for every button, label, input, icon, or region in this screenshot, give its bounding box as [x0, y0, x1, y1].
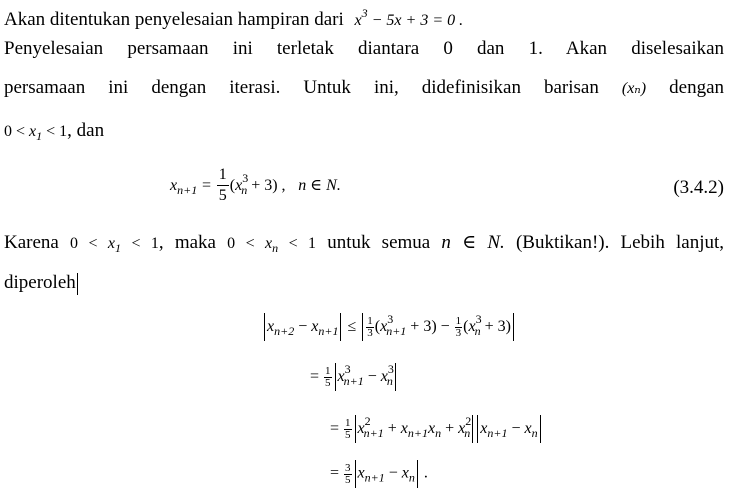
intro-line — [4, 2, 463, 32]
n-in-N: n ∈ N. — [441, 232, 505, 253]
word: dengan — [669, 77, 725, 98]
word: , dan — [67, 120, 105, 141]
word: (Buktikan!). Lebih lanjut, — [515, 232, 725, 253]
equation-number: (3.4.2) — [673, 177, 724, 198]
derivation-row-2: = $\frac{1}{5}$ $x^3_{n+1} - x^3_n$ — [310, 362, 398, 391]
word: diperoleh — [4, 272, 76, 293]
word: Untuk — [303, 77, 351, 98]
derivation-row-1: $x_{n+2} - x_{n+1}$ ≤ $\frac{1}{3}$ $(x^3_{n+1} + 3)$ − $\frac{1}{3}$ $(x^3_n + 3)$ — [262, 312, 516, 341]
word: ini, — [373, 77, 399, 98]
word: ini — [232, 38, 253, 59]
word: didefinisikan — [421, 77, 521, 98]
word: dan — [476, 38, 505, 59]
para2-line-1 — [4, 232, 724, 259]
derivation-row-4: = $\frac{3}{5}$ $x_{n+1} - x_n$ . — [330, 460, 428, 488]
para1-line-b — [4, 77, 724, 100]
word: barisan — [543, 77, 599, 98]
intro-text: Akan ditentukan penyelesaian hampiran dari — [4, 9, 344, 30]
word: terletak — [276, 38, 334, 59]
word: persamaan — [4, 77, 86, 98]
word: Akan — [565, 38, 608, 59]
word: ini — [108, 77, 129, 98]
para1-line-c — [4, 120, 104, 147]
word: persamaan — [127, 38, 209, 59]
word: untuk semua — [327, 232, 431, 253]
word: diantara — [358, 38, 420, 59]
condition-x1: $0 < x_1 < 1$, maka — [70, 232, 216, 255]
word: 0 — [443, 38, 453, 59]
word: 1. — [528, 38, 543, 59]
word: diselesaikan — [631, 38, 725, 59]
word: dengan — [151, 77, 207, 98]
fraction-one-fifth: $\frac{1}{5}$ — [218, 166, 227, 204]
domain: n ∈ N. — [298, 176, 341, 194]
equation-3-4-2: $x_{n+1}$ = $\frac{1}{5}$ $(x^3_n + 3)$ , n ∈ N. — [170, 166, 341, 204]
intro-equation: $x^3 - 5x + 3 = 0$ . — [354, 6, 464, 29]
sequence-symbol: (xₙ) — [621, 80, 647, 97]
text-cursor — [77, 273, 78, 295]
para1-line-a — [4, 38, 724, 60]
word: Karena — [4, 232, 59, 253]
derivation-row-3: = $\frac{1}{5}$ $x^2_{n+1} + x_{n+1}x_n + x^2_n$ $x_{n+1} - x_n$ — [330, 414, 543, 443]
condition-x1: $0 < x_1 < 1$ — [4, 123, 68, 143]
para2-line-2 — [4, 272, 78, 295]
word: Penyelesaian — [4, 38, 104, 59]
word: iterasi. — [229, 77, 281, 98]
condition-xn: $0 < x_n < 1$ — [227, 235, 317, 255]
